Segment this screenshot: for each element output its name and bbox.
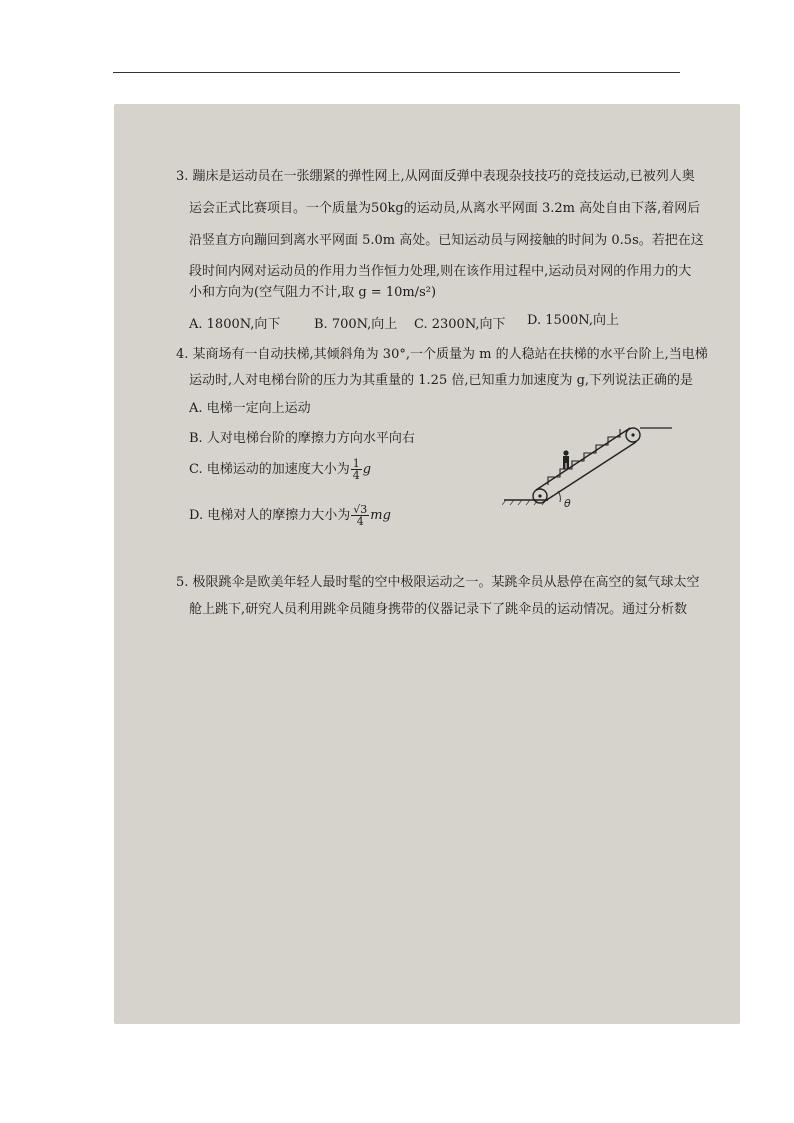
q4-option-c-fraction xyxy=(351,458,362,481)
q3-line-5: 小和方向为(空气阻力不计,取 g = 10m/s²) xyxy=(189,285,437,300)
q4-line-2: 运动时,人对电梯台阶的压力为其重量的 1.25 倍,已知重力加速度为 g,下列说法正确的是 xyxy=(189,373,694,388)
q4-option-c-text: C. 电梯运动的加速度大小为 xyxy=(189,462,350,477)
q5-line-1: 5. 极限跳伞是欧美年轻人最时髦的空中极限运动之一。某跳伞员从悬停在高空的氦气球太空 xyxy=(176,575,700,590)
q3-line-1: 3. 蹦床是运动员在一张绷紧的弹性网上,从网面反弹中表现杂技技巧的竞技运动,已被列人奥 xyxy=(176,169,695,184)
q4-option-d[interactable] xyxy=(189,504,391,527)
q3-option-d[interactable]: D. 1500N,向上 xyxy=(527,313,619,328)
fraction-denominator: 4 xyxy=(352,469,360,482)
escalator-diagram xyxy=(502,416,674,512)
q3-option-a[interactable]: A. 1800N,向下 xyxy=(189,317,281,332)
fraction-denominator: 4 xyxy=(356,515,364,528)
q4-option-d-text: D. 电梯对人的摩擦力大小为 xyxy=(189,508,351,523)
exam-page-photo xyxy=(114,104,740,1024)
person-figure xyxy=(563,450,569,469)
q3-line-2: 运会正式比赛项目。一个质量为50kg的运动员,从离水平网面 3.2m 高处自由下落,着网后 xyxy=(189,201,701,216)
angle-label: θ xyxy=(564,497,571,510)
escalator-steps xyxy=(548,429,620,485)
exam-content xyxy=(114,104,740,1024)
q4-line-1: 4. 某商场有一自动扶梯,其倾斜角为 30°,一个质量为 m 的人稳站在扶梯的水平台阶上,当电梯 xyxy=(176,347,708,362)
q3-option-c[interactable]: C. 2300N,向下 xyxy=(414,317,506,332)
q4-option-d-unit: mg xyxy=(370,508,391,523)
fraction-numerator: 1 xyxy=(352,457,360,470)
q5-line-2: 舱上跳下,研究人员利用跳伞员随身携带的仪器记录下了跳伞员的运动情况。通过分析数 xyxy=(189,602,688,617)
q4-option-c[interactable] xyxy=(189,458,371,481)
q4-option-d-fraction xyxy=(351,504,369,527)
fraction-numerator: √3 xyxy=(353,503,368,516)
q4-option-b[interactable]: B. 人对电梯台阶的摩擦力方向水平向右 xyxy=(189,431,415,446)
q4-option-a[interactable]: A. 电梯一定向上运动 xyxy=(189,401,311,416)
q3-line-3: 沿竖直方向蹦回到离水平网面 5.0m 高处。已知运动员与网接触的时间为 0.5s。若把在这 xyxy=(189,233,704,248)
q3-line-4: 段时间内网对运动员的作用力当作恒力处理,则在该作用过程中,运动员对网的作用力的大 xyxy=(189,264,692,279)
q4-option-c-unit: g xyxy=(362,462,372,477)
top-rule xyxy=(113,72,680,73)
belt-lower xyxy=(542,442,636,503)
q3-option-b[interactable]: B. 700N,向上 xyxy=(314,317,398,332)
